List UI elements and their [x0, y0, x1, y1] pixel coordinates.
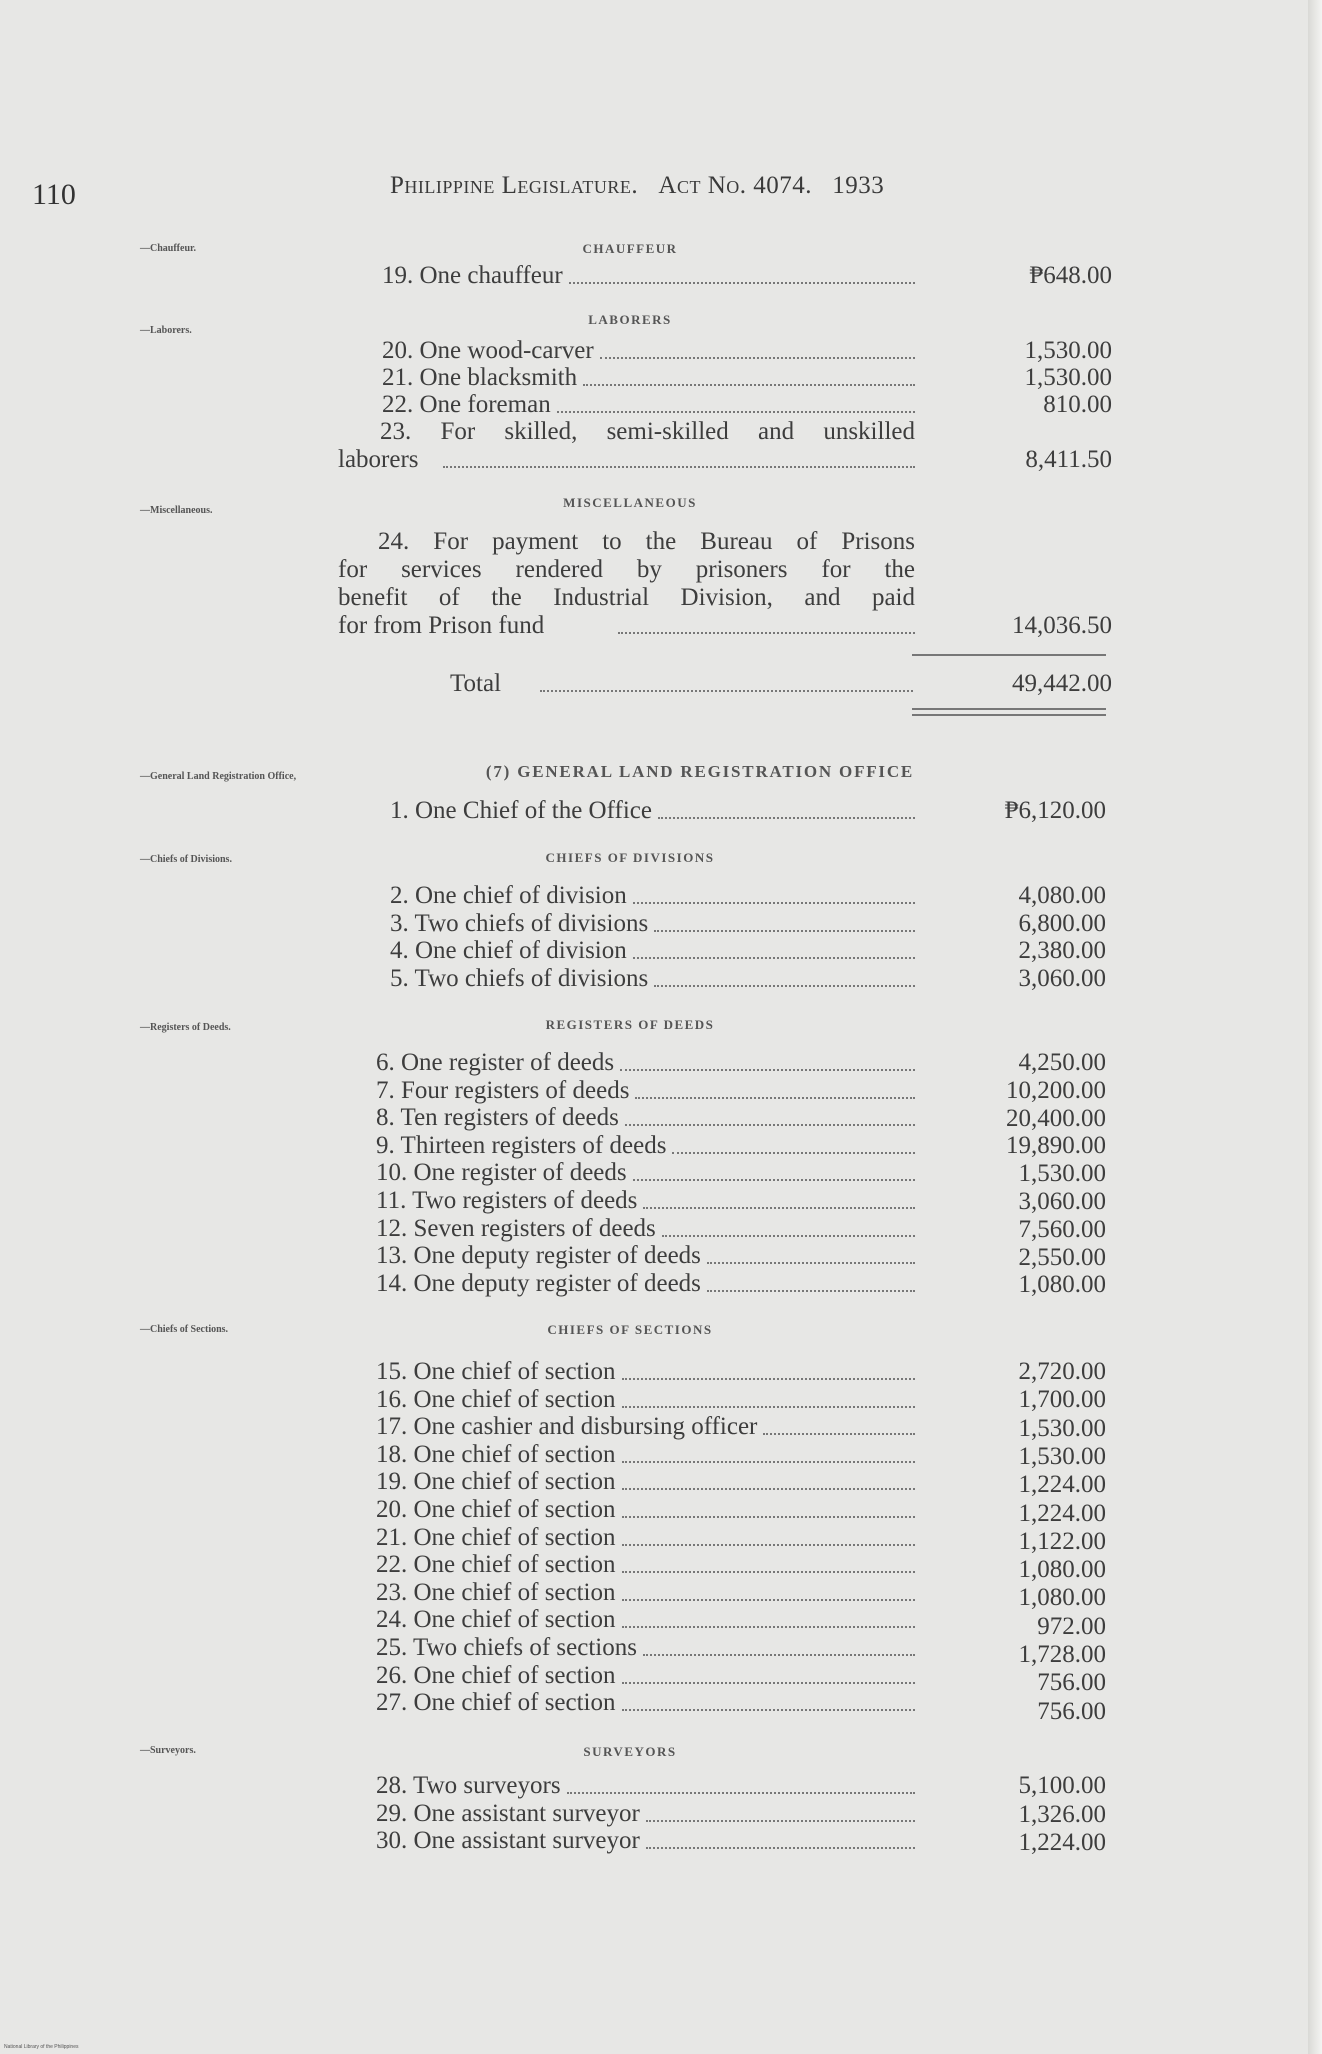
- line-item-label: 18. One chief of section: [376, 1440, 616, 1468]
- line-item-label: 16. One chief of section: [376, 1385, 616, 1413]
- heading-chiefs-sections: CHIEFS OF SECTIONS: [547, 1322, 713, 1337]
- line-item-amount: 1,080.00: [1018, 1271, 1106, 1299]
- line-item-label: 6. One register of deeds: [376, 1049, 615, 1076]
- dot-leader: [672, 1152, 915, 1154]
- line-item-amount: 5,100.00: [1018, 1772, 1106, 1799]
- line-item-amount: 6,800.00: [1018, 909, 1106, 937]
- item-24-line2: for services rendered by prisoners for the: [338, 556, 915, 583]
- line-item-label: 19. One chauffeur: [382, 262, 563, 289]
- item-24: [338, 528, 915, 640]
- heading-laborers: LABORERS: [588, 312, 672, 327]
- line-item-label: 15. One chief of section: [376, 1358, 616, 1385]
- line-item: [340, 797, 915, 825]
- line-item-amount: 1,530.00: [1024, 364, 1112, 391]
- dot-leader: [622, 1406, 915, 1408]
- line-item-label: 28. Two surveyors: [376, 1772, 561, 1799]
- line-item: [340, 1413, 915, 1441]
- dot-leader: [622, 1571, 915, 1573]
- item-24-line4-text: for from Prison fund: [338, 612, 545, 639]
- line-item-amount: 1,080.00: [1018, 1556, 1106, 1584]
- line-item-amount: 756.00: [1037, 1669, 1106, 1697]
- item-24-line1: 24. For payment to the Bureau of Prisons: [378, 528, 915, 555]
- line-item-amount: 3,060.00: [1018, 1188, 1106, 1215]
- line-item-amount: 2,550.00: [1018, 1243, 1106, 1271]
- margin-note-miscellaneous: —Miscellaneous.: [140, 505, 213, 516]
- line-item: [340, 1242, 915, 1270]
- dot-leader: [625, 1124, 915, 1126]
- running-head: [390, 172, 884, 200]
- dot-leader: [569, 282, 915, 284]
- margin-note-chiefs-divisions: —Chiefs of Divisions.: [140, 854, 232, 865]
- dot-leader: [643, 1207, 915, 1209]
- dot-leader: [633, 1179, 915, 1181]
- dot-leader: [583, 384, 915, 386]
- line-item: [340, 1215, 915, 1243]
- line-item-label: 7. Four registers of deeds: [376, 1076, 630, 1104]
- item-23-leader: [443, 466, 915, 468]
- line-item: [340, 337, 915, 365]
- total-rule-double-2: [912, 714, 1106, 716]
- line-item: [340, 937, 915, 965]
- dot-leader: [763, 1433, 915, 1435]
- total-amount: 49,442.00: [1012, 670, 1112, 697]
- line-item-label: 4. One chief of division: [390, 937, 627, 964]
- dot-leader: [622, 1488, 915, 1490]
- running-head-year: 1933: [832, 172, 885, 199]
- dot-leader: [633, 902, 915, 904]
- line-item-label: 10. One register of deeds: [376, 1159, 627, 1187]
- line-item-amount: 1,224.00: [1018, 1829, 1106, 1857]
- margin-note-surveyors: —Surveyors.: [140, 1745, 196, 1756]
- line-item-label: 12. Seven registers of deeds: [376, 1214, 656, 1242]
- line-item-amount: 4,250.00: [1018, 1049, 1106, 1076]
- item-23-line1: 23. For skilled, semi-skilled and unskilled: [380, 418, 915, 445]
- line-item: [340, 910, 915, 938]
- dot-leader: [635, 1097, 915, 1099]
- total-leader: [540, 690, 913, 692]
- item-24-amount: 14,036.50: [1012, 612, 1112, 639]
- line-item-amount: 1,224.00: [1018, 1471, 1106, 1499]
- line-item-label: 29. One assistant surveyor: [376, 1799, 640, 1827]
- line-item-label: 21. One chief of section: [376, 1523, 616, 1551]
- line-item: [340, 1634, 915, 1662]
- line-item-amount: 4,080.00: [1018, 882, 1106, 909]
- line-item: [340, 1386, 915, 1414]
- dot-leader: [707, 1290, 915, 1292]
- line-item-amount: 1,700.00: [1018, 1386, 1106, 1414]
- margin-note-glro: —General Land Registration Office,: [140, 771, 297, 782]
- running-head-act: Act No. 4074.: [658, 172, 813, 199]
- line-item-label: 27. One chief of section: [376, 1689, 616, 1717]
- line-item-amount: 3,060.00: [1018, 964, 1106, 992]
- line-item: [340, 1551, 915, 1579]
- line-item-amount: 2,720.00: [1018, 1358, 1106, 1385]
- total-rule-double-1: [912, 708, 1106, 710]
- line-item: [340, 262, 915, 290]
- line-item: [340, 1579, 915, 1607]
- line-item: [340, 1358, 915, 1386]
- heading-chauffeur: CHAUFFEUR: [582, 241, 678, 256]
- line-item: [340, 364, 915, 392]
- dot-leader: [658, 817, 915, 819]
- line-item-amount: 1,530.00: [1018, 1442, 1106, 1470]
- line-item-label: 9. Thirteen registers of deeds: [376, 1131, 667, 1159]
- line-item-amount: ₱648.00: [1029, 262, 1112, 289]
- line-item: [340, 1187, 915, 1215]
- line-item-label: 22. One foreman: [382, 391, 551, 418]
- line-item-amount: 756.00: [1037, 1697, 1106, 1725]
- line-item: [340, 965, 915, 993]
- dot-leader: [707, 1262, 915, 1264]
- line-item-label: 1. One Chief of the Office: [390, 797, 652, 824]
- line-item-amount: 10,200.00: [1006, 1076, 1106, 1104]
- line-item: [340, 1524, 915, 1552]
- dot-leader: [567, 1792, 915, 1794]
- dot-leader: [654, 985, 915, 987]
- running-head-title: Philippine Legislature.: [390, 172, 639, 199]
- dot-leader: [643, 1654, 915, 1656]
- footer-credit: National Library of the Philippines: [4, 2044, 79, 2050]
- item-23-line2: [338, 446, 915, 474]
- line-item-label: 8. Ten registers of deeds: [376, 1104, 619, 1132]
- dot-leader: [620, 1069, 915, 1071]
- item-24-line4: [338, 612, 915, 640]
- dot-leader: [622, 1516, 915, 1518]
- line-item-amount: 1,224.00: [1018, 1499, 1106, 1527]
- line-item: [340, 1662, 915, 1690]
- line-item-amount: 1,530.00: [1018, 1414, 1106, 1442]
- margin-note-laborers: —Laborers.: [140, 325, 192, 336]
- heading-chiefs-divisions: CHIEFS OF DIVISIONS: [545, 850, 715, 865]
- line-item-amount: ₱6,120.00: [1004, 797, 1106, 824]
- heading-glro: (7) GENERAL LAND REGISTRATION OFFICE: [485, 762, 915, 781]
- line-item-label: 30. One assistant surveyor: [376, 1827, 640, 1855]
- dot-leader: [622, 1378, 915, 1380]
- line-item: [340, 1496, 915, 1524]
- margin-note-chiefs-sections: —Chiefs of Sections.: [140, 1324, 229, 1335]
- dot-leader: [654, 930, 915, 932]
- item-23-line2-text: laborers: [338, 446, 419, 473]
- line-item-amount: 1,530.00: [1018, 1160, 1106, 1188]
- line-item: [340, 1689, 915, 1717]
- line-item-label: 17. One cashier and disbursing officer: [376, 1413, 758, 1441]
- line-item-label: 25. Two chiefs of sections: [376, 1634, 637, 1661]
- heading-miscellaneous: MISCELLANEOUS: [563, 495, 697, 510]
- line-item: [340, 1441, 915, 1469]
- line-item-label: 14. One deputy register of deeds: [376, 1269, 701, 1297]
- line-item: [340, 1800, 915, 1828]
- item-24-line3: benefit of the Industrial Division, and paid: [338, 584, 915, 611]
- line-item: [340, 1827, 915, 1855]
- dot-leader: [633, 957, 915, 959]
- line-item: [340, 1159, 915, 1187]
- line-item: [340, 1104, 915, 1132]
- line-item-label: 26. One chief of section: [376, 1661, 616, 1689]
- line-item-label: 2. One chief of division: [390, 882, 627, 909]
- line-item: [340, 1049, 915, 1077]
- line-item-amount: 20,400.00: [1006, 1104, 1106, 1132]
- dot-leader: [622, 1709, 915, 1711]
- line-item-label: 13. One deputy register of deeds: [376, 1242, 701, 1270]
- line-item-label: 20. One wood-carver: [382, 337, 594, 364]
- line-item: [340, 1606, 915, 1634]
- item-24-leader: [618, 632, 915, 634]
- line-item-label: 21. One blacksmith: [382, 364, 578, 391]
- line-item-amount: 2,380.00: [1018, 937, 1106, 964]
- item-23: [338, 418, 915, 474]
- margin-note-registers: —Registers of Deeds.: [140, 1022, 231, 1033]
- line-item: [340, 1077, 915, 1105]
- line-item-amount: 1,080.00: [1018, 1584, 1106, 1612]
- dot-leader: [622, 1626, 915, 1628]
- line-item-label: 20. One chief of section: [376, 1496, 616, 1523]
- dot-leader: [622, 1599, 915, 1601]
- heading-registers: REGISTERS OF DEEDS: [545, 1017, 715, 1032]
- dot-leader: [622, 1544, 915, 1546]
- page-number: 110: [32, 178, 76, 211]
- total-row: [450, 670, 913, 698]
- dot-leader: [622, 1461, 915, 1463]
- line-item: [340, 882, 915, 910]
- line-item: [340, 1772, 915, 1800]
- item-23-amount: 8,411.50: [1025, 446, 1112, 473]
- line-item: [340, 1132, 915, 1160]
- line-item-label: 5. Two chiefs of divisions: [390, 964, 649, 992]
- line-item-label: 24. One chief of section: [376, 1606, 616, 1634]
- total-rule-top: [912, 654, 1106, 656]
- line-item-amount: 1,728.00: [1018, 1641, 1106, 1668]
- dot-leader: [662, 1235, 915, 1237]
- line-item-label: 19. One chief of section: [376, 1468, 616, 1496]
- dot-leader: [622, 1682, 915, 1684]
- line-item: [340, 391, 915, 419]
- line-item: [340, 1270, 915, 1298]
- line-item-amount: 972.00: [1037, 1612, 1106, 1640]
- page-edge: [1308, 0, 1322, 2054]
- heading-surveyors: SURVEYORS: [583, 1744, 677, 1759]
- line-item-amount: 1,326.00: [1018, 1800, 1106, 1828]
- line-item-amount: 810.00: [1043, 391, 1112, 418]
- line-item-amount: 1,530.00: [1024, 337, 1112, 364]
- line-item-label: 23. One chief of section: [376, 1578, 616, 1606]
- dot-leader: [600, 357, 915, 359]
- line-item-amount: 19,890.00: [1006, 1132, 1106, 1160]
- dot-leader: [646, 1820, 915, 1822]
- dot-leader: [646, 1847, 915, 1849]
- line-item-label: 3. Two chiefs of divisions: [390, 909, 649, 937]
- line-item: [340, 1468, 915, 1496]
- margin-note-chauffeur: —Chauffeur.: [140, 243, 197, 254]
- line-item-amount: 7,560.00: [1018, 1215, 1106, 1243]
- total-label: Total: [450, 670, 502, 697]
- dot-leader: [557, 411, 915, 413]
- line-item-amount: 1,122.00: [1018, 1527, 1106, 1555]
- line-item-label: 11. Two registers of deeds: [376, 1187, 638, 1214]
- line-item-label: 22. One chief of section: [376, 1551, 616, 1579]
